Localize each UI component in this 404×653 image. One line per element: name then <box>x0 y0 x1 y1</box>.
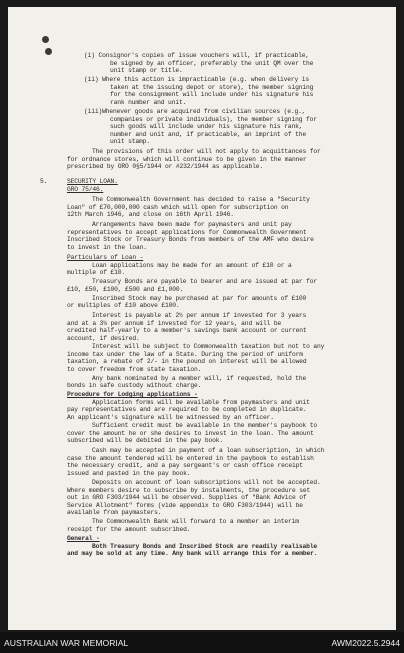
document-line: number and unit and, if practicable, an imprint of the <box>110 130 306 138</box>
document-line: to cover freedom from state taxation. <box>67 365 202 373</box>
document-line: Interest is payable at 2½ per annum if invested for 3 years <box>92 312 307 319</box>
document-line: subscribed will be debited in the pay book. <box>67 437 224 444</box>
document-line: Inscribed Stock or Treasury Bonds from members of the AMF who desire <box>67 236 314 243</box>
document-line: 12th March 1946, and close on 16th April 1946. <box>67 211 234 218</box>
document-line: out in GRO F303/1944 will be observed. Supplies of "Bank Advice of <box>67 494 307 501</box>
document-line: taxation, a rebate of 2/- in the pound on interest will be allowed <box>67 358 307 365</box>
document-line: Particulars of Loan - <box>67 254 144 261</box>
document-line: (ii) Where this action is impracticable (e.g. when delivery is <box>84 76 309 83</box>
document-line: available from paymasters. <box>67 509 162 516</box>
document-line: The provisions of this order will not apply to acquittances for <box>92 148 321 155</box>
document-line: 5. <box>40 178 48 185</box>
document-line: The Commonwealth Bank will forward to a member an interim <box>92 518 299 525</box>
document-line: or multiples of £10 above £100. <box>67 302 180 309</box>
document-line: cover the amount he or she desires to invest in the loan. The amount <box>67 429 314 437</box>
document-line: Arrangements have been made for paymasters and unit pay <box>92 221 292 228</box>
document-page <box>8 7 396 630</box>
document-line: Application forms will be available from paymasters and unit <box>92 398 310 406</box>
document-line: bonds in safe custody without charge. <box>67 382 202 389</box>
document-line: receipt for the amount subscribed. <box>67 525 191 533</box>
document-line: for ordnance stores, which will continue to be given in the manner <box>67 155 307 163</box>
document-line: income tax under the law of a State. During the period of uniform <box>67 350 303 358</box>
document-line: Deposits on account of loan subscriptions will not be accepted. <box>92 479 321 486</box>
footer-reference: AWM2022.5.2944 <box>331 638 400 648</box>
document-line: companies or private individuals), the member signing for <box>110 115 317 123</box>
document-line: issued and pasted in the pay book. <box>67 469 191 477</box>
document-line: Procedure for Lodging applications - <box>67 391 198 398</box>
document-line: unit stamp or title. <box>110 67 183 74</box>
document-line: representatives to accept applications for Commonwealth Government <box>67 228 307 236</box>
document-line: account, if desired. <box>67 334 140 342</box>
document-line: Interest will be subject to Commonwealth taxation but not to any <box>92 343 325 350</box>
document-line: Any bank nominated by a member will, if requested, hold the <box>92 374 307 382</box>
document-line: the necessary credit, and a pay sergeant's or cash office receipt <box>67 462 303 469</box>
document-line: £10, £50, £100, £500 and £1,000. <box>67 285 184 293</box>
document-line: Service Allotment" forms (vide appendix to GRO F303/1944) will be <box>67 501 303 509</box>
document-line: Loan applications may be made for an amount of £10 or a <box>92 261 292 269</box>
document-line: prescribed by GRO 0§5/1944 or #232/1944 as applicable. <box>67 163 263 170</box>
document-line: General - <box>67 535 100 542</box>
document-line: be signed by an officer, preferably the unit QM over the <box>110 59 314 67</box>
document-line: Cash may be accepted in payment of a loan subscription, in which <box>92 447 325 454</box>
document-line: (i) Consignor's copies of issue vouchers will, if practicable, <box>84 52 309 59</box>
document-line: The Commonwealth Government has decided to raise a "Security <box>92 196 310 203</box>
document-line: to invest in the loan. <box>67 243 147 251</box>
document-line: such goods will include under his signature his rank, <box>110 123 303 130</box>
document-line: and may be sold at any time. Any bank will arrange this for a member. <box>67 550 318 557</box>
document-line: unit stamp. <box>110 138 150 145</box>
document-line: multiple of £10. <box>67 269 126 276</box>
footer-source: AUSTRALIAN WAR MEMORIAL <box>4 638 129 648</box>
document-line: case the amount tendered will be entered in the paybook to establish <box>67 454 314 462</box>
document-line: Inscribed Stock may be purchased at par for amounts of £100 <box>92 294 307 302</box>
document-line: credited half-yearly to a member's savings bank account or current <box>67 327 307 334</box>
document-line: An applicant's signature will be witnessed by an officer. <box>67 413 274 421</box>
footer-bar <box>0 632 404 653</box>
document-line: (iii)Whenever goods are acquired from civilian sources (e.g., <box>84 108 306 115</box>
document-line: rank number and unit. <box>110 98 187 106</box>
document-line: pay representatives and are required to be completed in duplicate. <box>67 406 307 413</box>
document-line: Sufficient credit must be available in the member's paybook to <box>92 422 317 429</box>
document-line: Treasury Bonds are payable to bearer and are issued at par for <box>92 278 317 285</box>
document-body <box>8 7 396 630</box>
document-line: Where members desire to subscribe by instalments, the procedure set <box>67 486 311 494</box>
document-line: SECURITY LOAN. <box>67 178 118 185</box>
document-line: GRO 75/46. <box>67 185 104 193</box>
document-line: Both Treasury Bonds and Inscribed Stock are readily realisable <box>92 542 317 550</box>
document-line: taken at the issuing depot or store), the member signing <box>110 83 314 91</box>
document-line: Loan" of £70,000,000 cash which will open for subscription on <box>67 203 289 211</box>
document-line: and at a 3¼ per annum if invested for 12 years, and will be <box>67 319 282 327</box>
document-line: for the consignment will include under his signature his <box>110 91 314 98</box>
